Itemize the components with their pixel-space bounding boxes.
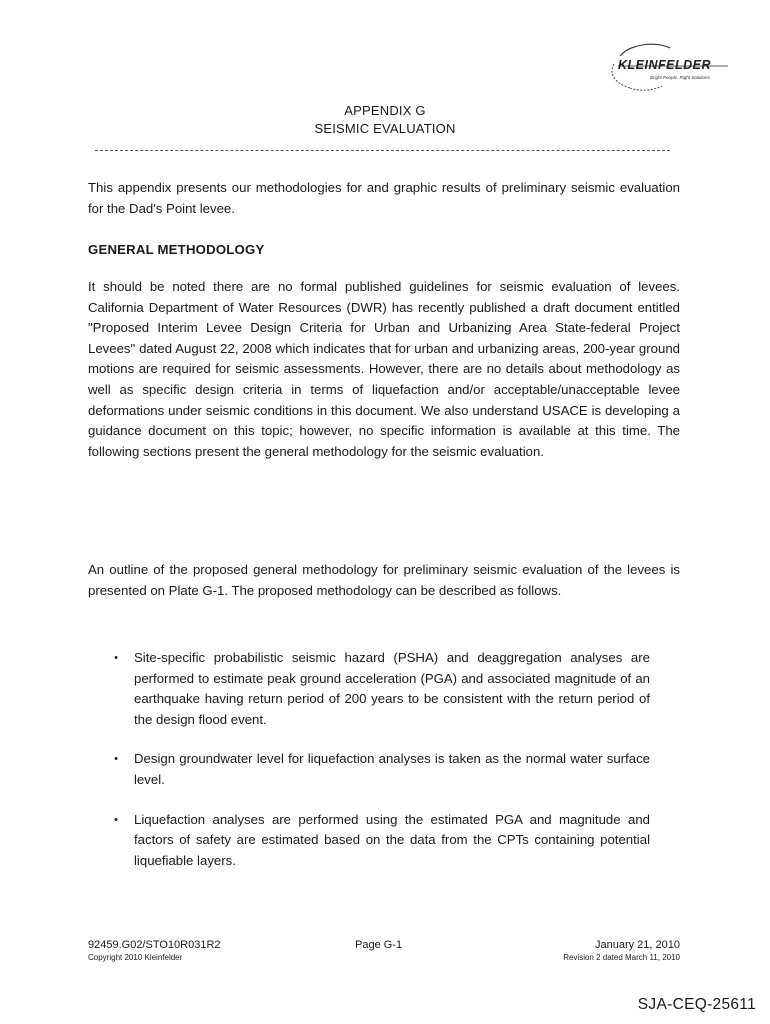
bates-stamp: SJA-CEQ-25611 (637, 996, 756, 1013)
footer-right (563, 938, 680, 963)
methodology-paragraph: It should be noted there are no formal published guidelines for seismic evaluation of levees. California Department of Water Resources (DWR) has recently published a draft document entitled "Proposed Interim Levee Design Criteria for Urban and Urbanizing Area State-federal Project Levees" dated August 22, 2008 which indicates that for urban and urbanizing areas, 200-year ground motions are required for seismic assessments. However, there are no details about methodology as well as specific design criteria in terms of liquefaction and/or acceptable/unacceptable levee deformations under seismic conditions in this document. We also understand USACE is developing a guidance document on this topic; however, no specific information is available at this time. The following sections present the general methodology for the seismic evaluation. (88, 279, 680, 459)
appendix-title: SEISMIC EVALUATION (314, 121, 456, 136)
bullet-icon: • (114, 813, 118, 826)
section-heading: GENERAL METHODOLOGY (88, 242, 265, 257)
appendix-title-block (0, 102, 770, 138)
copyright-notice: Copyright 2010 Kleinfelder (88, 953, 183, 962)
bullet-item (110, 648, 650, 730)
bullet-text: Liquefaction analyses are performed using the estimated PGA and magnitude and factors of safety are estimated based on the data from the CPTs containing potential liquefiable layers. (134, 811, 650, 868)
footer-center (355, 938, 402, 952)
intro-paragraph: This appendix presents our methodologies for and graphic results of preliminary seismic evaluation for the Dad's Point levee. (88, 180, 680, 216)
bullet-item (110, 810, 650, 872)
methodology-bullet-list (110, 648, 650, 871)
outline-paragraph: An outline of the proposed general methodology for preliminary seismic evaluation of the levees is presented on Plate G-1. The proposed methodology can be described as follows. (88, 562, 680, 598)
document-date: January 21, 2010 (594, 939, 680, 951)
kleinfelder-logo (600, 42, 735, 98)
title-divider (95, 150, 670, 151)
appendix-label: APPENDIX G (344, 103, 426, 118)
revision-note: Revision 2 dated March 11, 2010 (563, 953, 680, 962)
bullet-text: Design groundwater level for liquefaction analyses is taken as the normal water surface level. (134, 751, 650, 787)
heading-section (88, 242, 680, 257)
bullet-icon: • (114, 652, 118, 664)
methodology-section (88, 277, 680, 462)
page-number: Page G-1 (355, 939, 403, 951)
logo-tagline: Bright People. Right Solutions. (650, 75, 712, 80)
document-number: 92459.G02/STO10R031R2 (88, 939, 221, 951)
intro-section (88, 178, 680, 219)
bullet-text: Site-specific probabilistic seismic hazard (PSHA) and deaggregation analyses are performed to estimate peak ground acceleration (PGA) and associated magnitude of an earthquake having return period of 200 years to be consistent with the return period of the design flood event. (134, 650, 650, 727)
bullet-icon: • (114, 753, 118, 766)
logo-wordmark: KLEINFELDER (618, 58, 711, 72)
outline-section (88, 560, 680, 601)
footer-left (88, 938, 221, 963)
bullet-item (110, 749, 650, 790)
